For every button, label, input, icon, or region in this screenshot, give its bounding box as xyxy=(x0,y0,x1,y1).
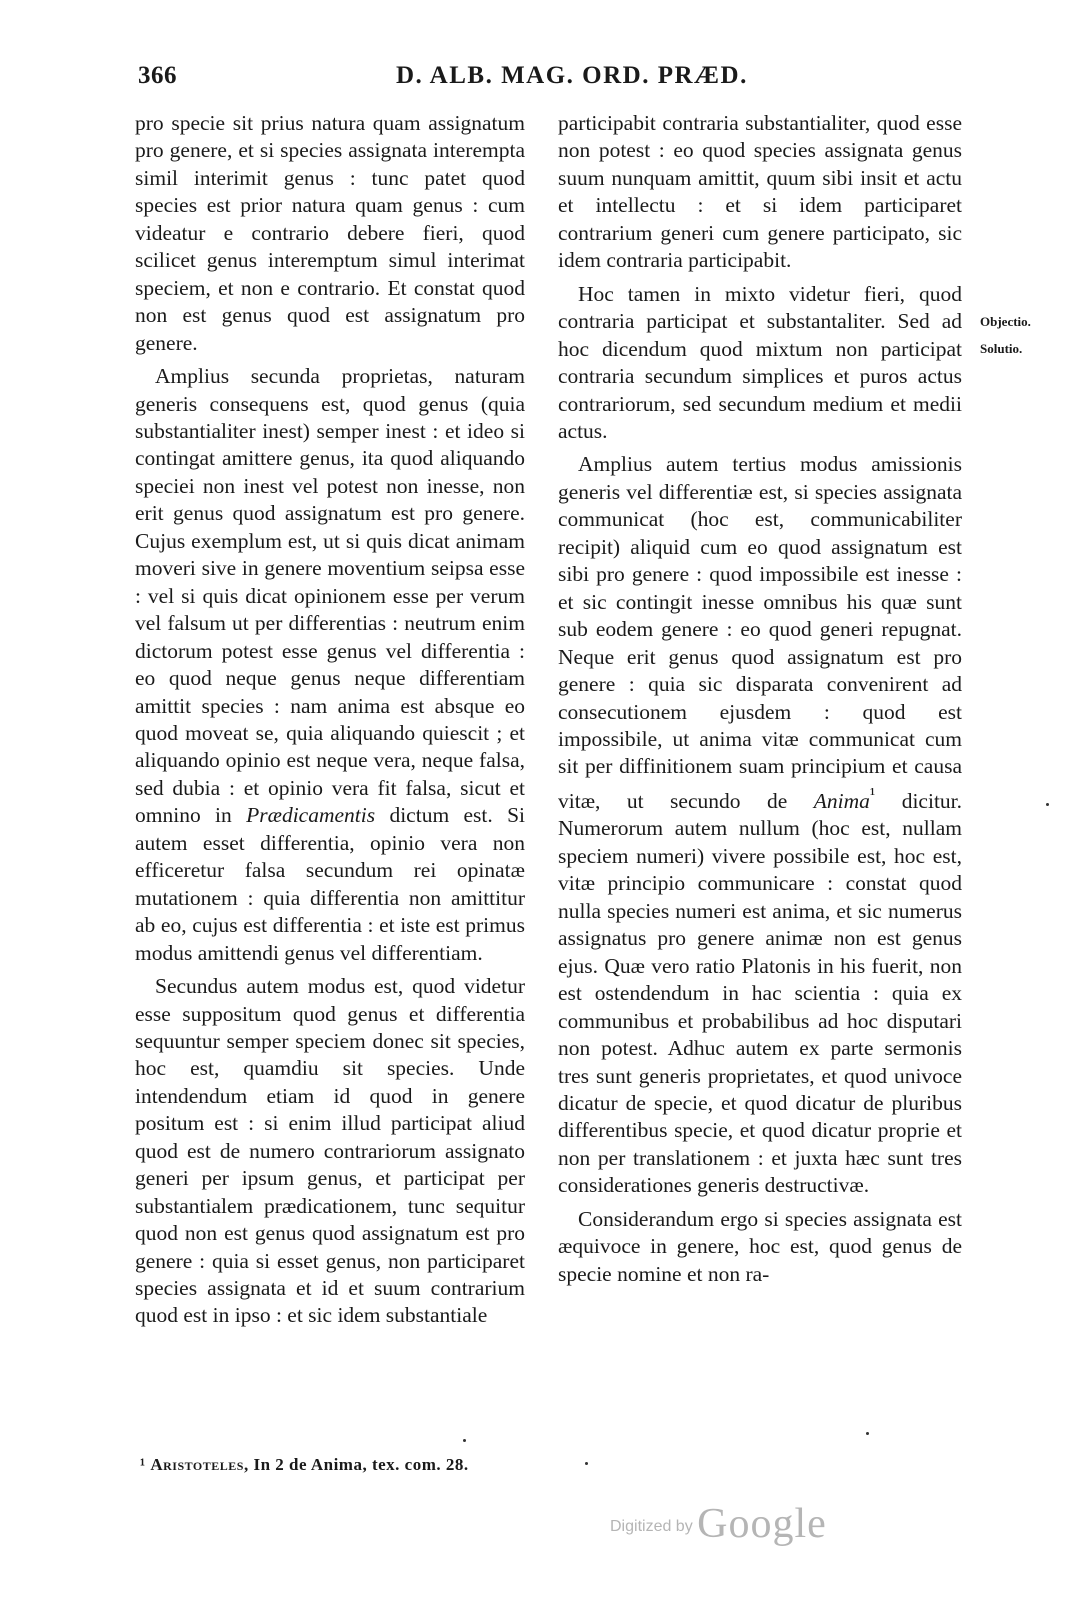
ink-speck xyxy=(585,1462,588,1465)
paragraph: pro specie sit prius natura quam assignatum pro genere, et si species assignata interempta simil interimit genus : tunc patet quod species est prior natura quam genus : cum videatur e contrario debere fieri, quod scilicet genus interemptum simul interimat speciem, et non e contrario. Et constat quod non est genus quod est assignatum pro genere. xyxy=(135,111,525,355)
footnote-author: Aristoteles xyxy=(150,1455,244,1474)
digitized-watermark xyxy=(610,1500,827,1550)
paragraph: participabit contraria substantialiter, quod esse non potest : eo quod species assignata genus suum nunquam amittit, quum sibi insit et actu et intellectu : et si idem participaret contrarium generi cum genere participato, sic idem contraria participabit. xyxy=(558,111,962,273)
google-logo: Google xyxy=(697,1501,827,1547)
footnote-marker: ¹ xyxy=(869,783,876,804)
paragraph-text: Amplius autem tertius modus amissionis generis vel differentiæ est, si species assignata communicat (hoc est, communicabiliter recipit) aliquid cum eo quod assignatum est sibi pro genere : quod impossibile est inesse : et sic contingit inesse omnibus his quæ sunt sub eodem genere : eo quod generi repugnat. Neque erit genus quod assignatum est pro genere : quia sic disparata convenirent ad consecutionem ejusdem : quod est impossibile, ut anima vitæ communicat cum sit per diffinitionem suam principium et causa vitæ, ut secundo de xyxy=(558,452,962,814)
running-head: D. ALB. MAG. ORD. PRÆD. xyxy=(396,62,748,89)
ink-speck xyxy=(866,1432,869,1435)
left-column xyxy=(135,110,525,1336)
ink-speck xyxy=(1046,803,1049,806)
paragraph xyxy=(558,451,962,1199)
footnote-mark: ¹ xyxy=(140,1455,146,1474)
paragraph: Considerandum ergo si species assignata est æquivoce in genere, hoc est, quod genus de specie nomine et non ra- xyxy=(558,1206,962,1286)
paragraph: Secundus autem modus est, quod videtur esse suppositum quod genus et differentia sequuntur semper speciem donec sit species, hoc est, quamdiu sit species. Unde intendendum etiam id quod in genere positum est : si enim illud participat aliud quod est de numero contrariorum assignato generi per ipsum genus, et participat per substantialem prædicationem, tunc sequitur quod non est genus quod assignatum est pro genere : quia si esset genus, non participaret species assignata et id et suum contrarium quod est in ipso : et sic idem substantiale xyxy=(135,974,525,1328)
footnote xyxy=(140,1455,469,1475)
margin-note-objectio: Objectio. xyxy=(980,314,1031,329)
right-column xyxy=(558,110,962,1294)
italic-reference: Anima xyxy=(813,789,870,814)
paragraph-text: dictum est. Si autem esset differentia, opinio vera non efficeretur falsa secundum rei opinatæ mutationem : quia differentia non amittitur ab eo, cujus est differentia : et iste est primus modus amittendi genus vel differentiam. xyxy=(135,803,526,965)
paragraph-text: Amplius secunda proprietas, naturam generis consequens est, quod genus (quia substantialiter inest) semper inest : et ideo si contingat amittere genus, ita quod aliquando speciei non inest vel potest non inesse, non erit genus quod assignatum est pro genere. Cujus exemplum est, ut si quis dicat animam moveri sive in genere moventium seipsa esse : vel si quis dicat opinionem esse per verum vel falsum ut per differentias : neutrum enim dictorum potest esse genus vel differentia : eo quod neque genus neque differentiam amittit species : nam anima est absque eo quod moveat se, quia aliquando quiescit ; et aliquando opinio est neque vera, neque falsa, sed dubia : et opinio vera fit falsa, sicut et omnino in xyxy=(135,364,525,828)
italic-reference: Prædicamentis xyxy=(246,803,376,828)
margin-note-solutio: Solutio. xyxy=(980,341,1023,356)
watermark-prefix: Digitized by xyxy=(610,1518,693,1535)
ink-speck xyxy=(463,1439,466,1442)
page-number: 366 xyxy=(138,62,177,89)
paragraph xyxy=(135,363,525,967)
paragraph-text: dicitur. Numerorum autem nullum (hoc est, nullam speciem numeri) vivere possibile est, hoc est, vitæ principio communicare : constat quod nulla species numeri est anima, et sic numerus assignatus pro genere animæ non est genus ejus. Quæ vero ratio Platonis in his fuerit, non est ostendendum in hac scientia : quia ex communibus et probabilibus ad hoc disputari non potest. Adhuc autem ex parte sermonis tres sunt generis proprietates, et quod univoce dicatur de specie, et quod dicatur de pluribus differentibus specie, et quod dicatur proprie et non per translationem : et juxta hæc sunt tres considerationes generis destructivæ. xyxy=(558,789,963,1198)
paragraph: Hoc tamen in mixto videtur fieri, quod contraria participat et substantaliter. Sed ad hoc dicendum quod mixtum non participat contraria secundum simplices et puros actus contrariorum, sed secundum medium et medii actus. xyxy=(558,281,962,443)
page-header xyxy=(0,62,1079,98)
footnote-text: , In 2 de Anima, tex. com. 28. xyxy=(243,1455,469,1474)
